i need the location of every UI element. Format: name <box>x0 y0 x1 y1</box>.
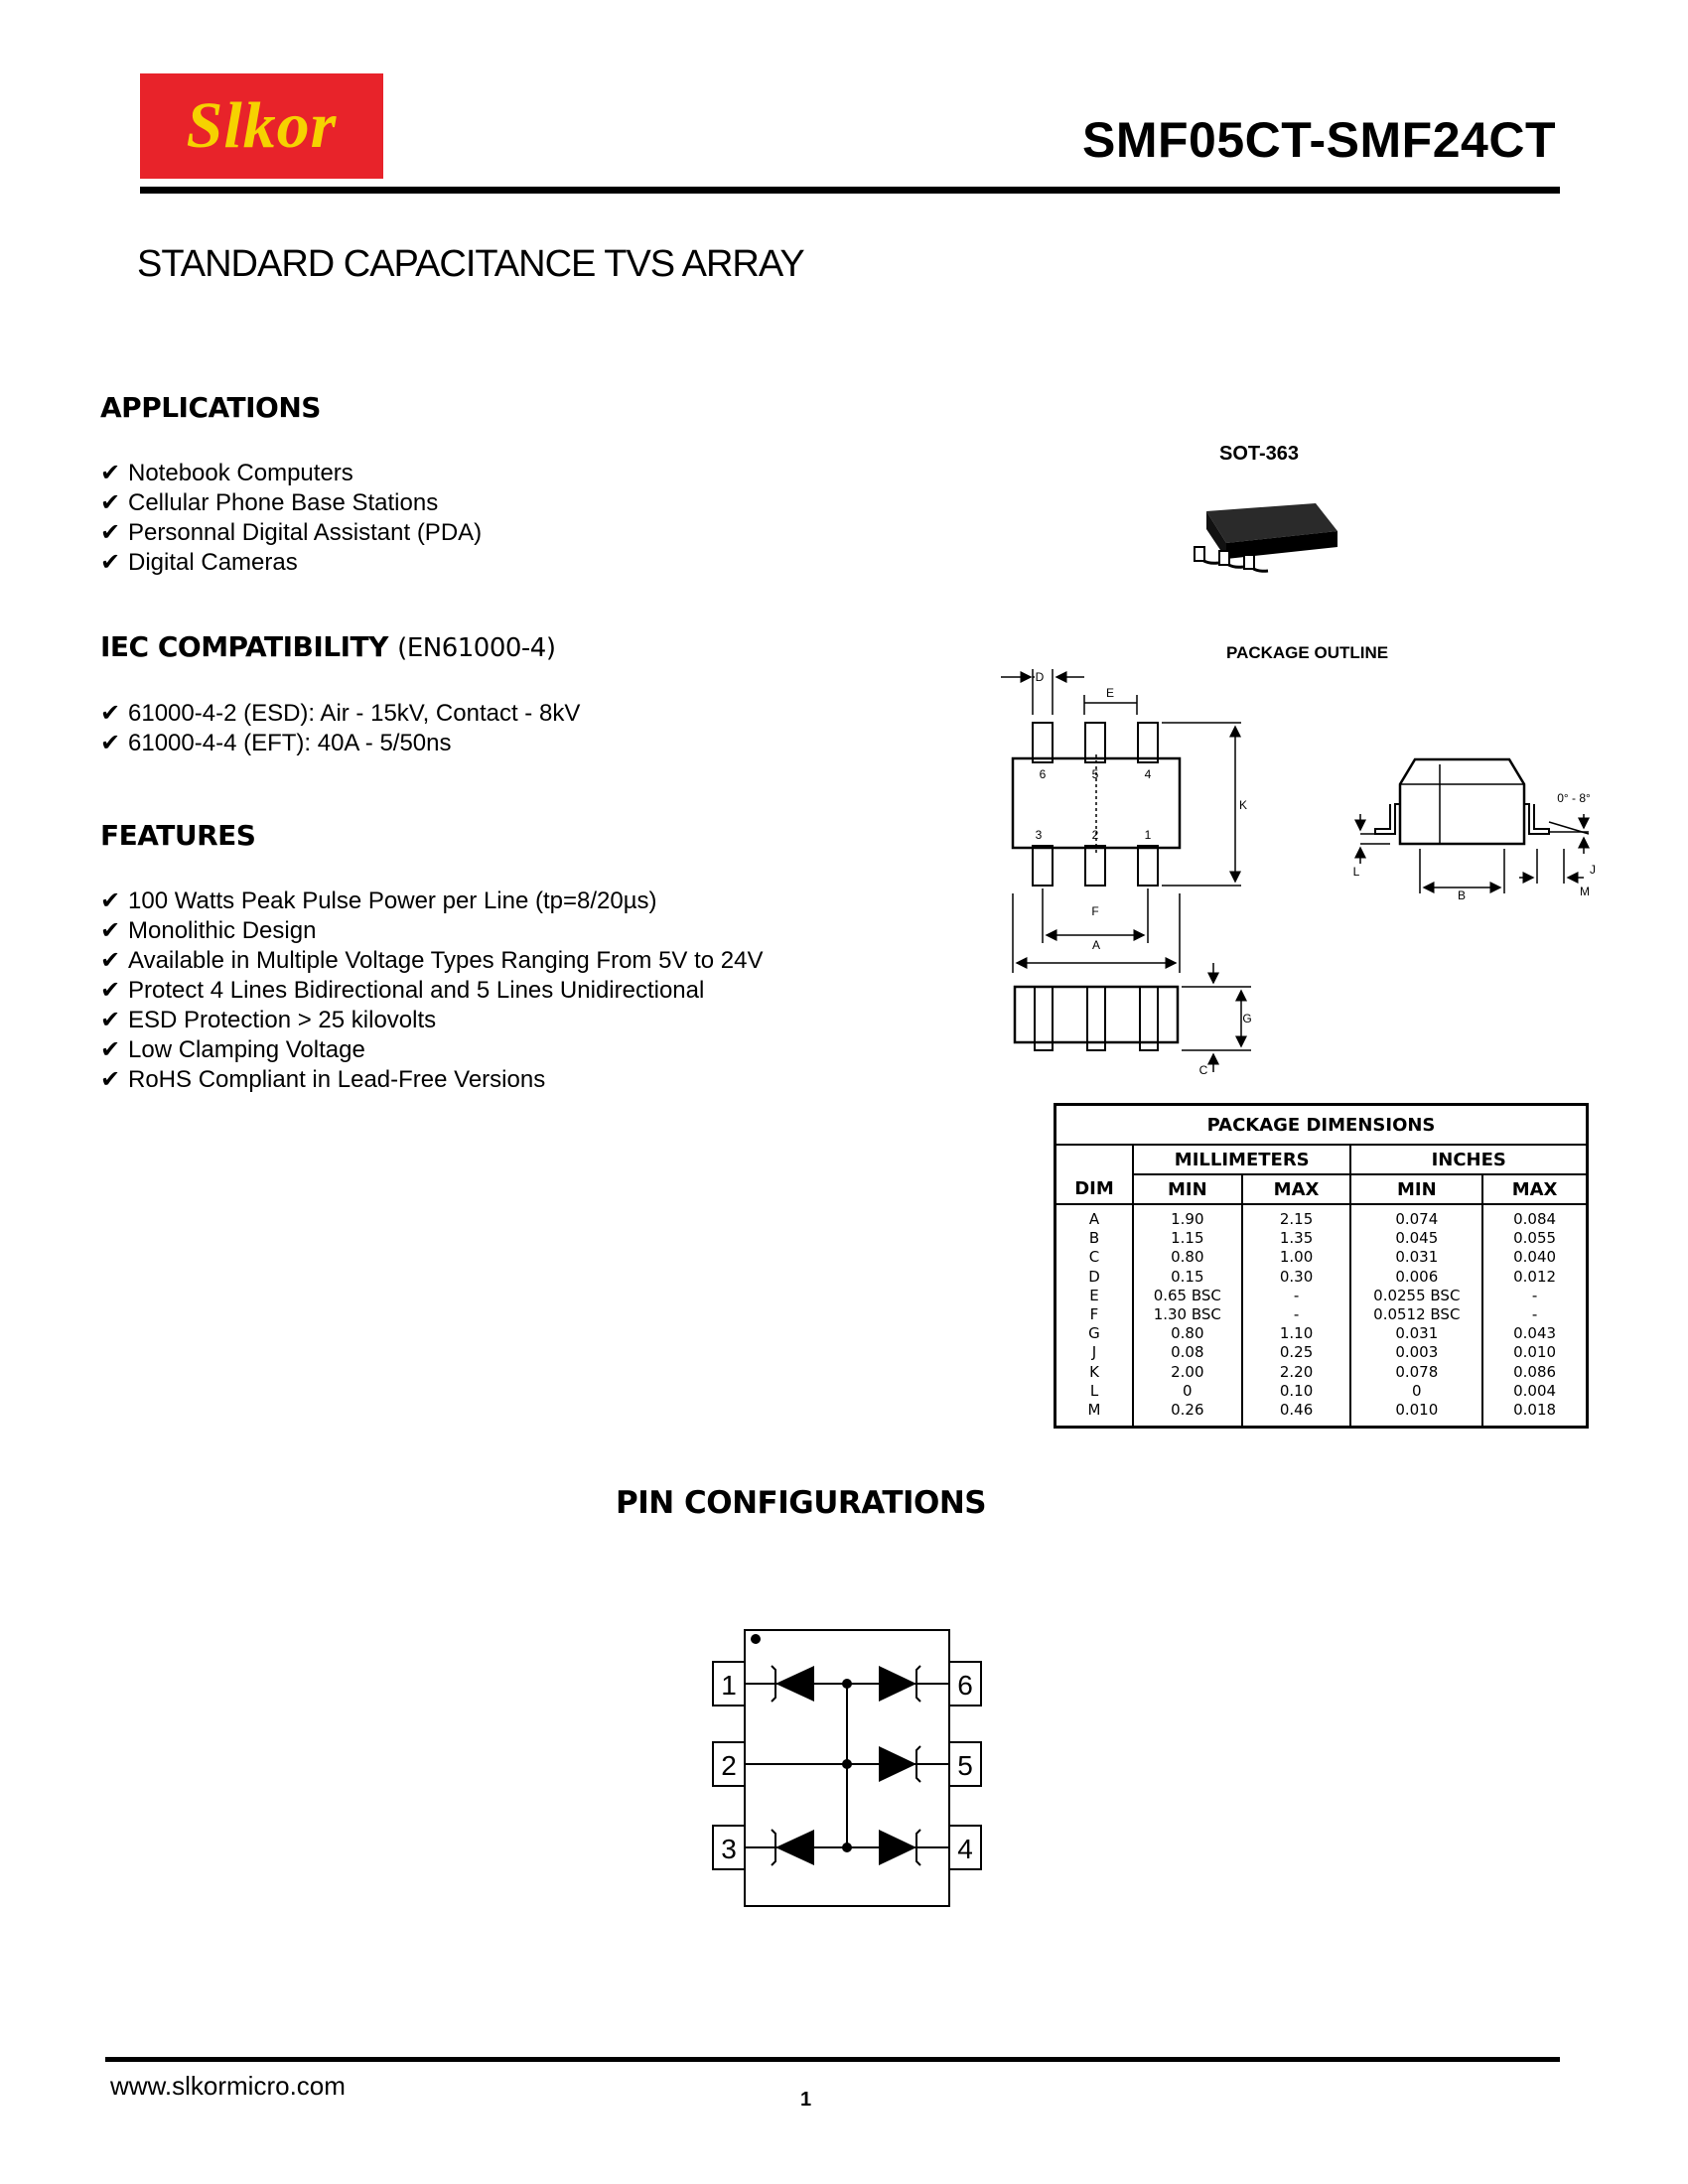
group-mm: MILLIMETERS <box>1133 1145 1350 1174</box>
check-icon: ✔ <box>100 549 121 576</box>
package-photo-illustration <box>1187 491 1350 586</box>
logo-text: Slkor <box>186 89 338 162</box>
features-heading: FEATURES <box>100 819 256 852</box>
footer-rule <box>105 2057 1560 2062</box>
pin-5-number: 5 <box>957 1750 973 1781</box>
check-icon: ✔ <box>100 977 121 1004</box>
dim-f-label: F <box>1091 904 1099 918</box>
package-name: SOT-363 <box>1219 443 1300 465</box>
features-list <box>100 887 764 1095</box>
pin-2-number: 2 <box>721 1750 737 1781</box>
check-icon: ✔ <box>100 730 121 756</box>
col-mm-min: MIN <box>1133 1174 1242 1204</box>
features-section <box>100 819 764 1095</box>
dim-c-label: C <box>1198 1063 1208 1077</box>
pin-configurations-heading: PIN CONFIGURATIONS <box>616 1485 987 1521</box>
check-icon: ✔ <box>100 519 121 546</box>
list-item: ✔ Digital Cameras <box>100 549 298 576</box>
package-outline-label: PACKAGE OUTLINE <box>1226 643 1389 662</box>
table-row: F 1.30 BSC - 0.0512 BSC - <box>1055 1305 1588 1324</box>
table-row: E 0.65 BSC - 0.0255 BSC - <box>1055 1287 1588 1305</box>
pin-4-label: 4 <box>1144 767 1152 781</box>
dim-l-label: L <box>1352 865 1360 879</box>
pin-6-number: 6 <box>957 1670 973 1701</box>
list-item: ✔ Cellular Phone Base Stations <box>100 489 439 516</box>
check-icon: ✔ <box>100 1007 121 1033</box>
list-item: ✔ Monolithic Design <box>100 917 317 944</box>
check-icon: ✔ <box>100 917 121 944</box>
brand-logo <box>140 73 383 179</box>
footer-website[interactable]: www.slkormicro.com <box>110 2071 346 2101</box>
col-in-max: MAX <box>1482 1174 1587 1204</box>
applications-heading: APPLICATIONS <box>100 391 321 424</box>
group-inches: INCHES <box>1350 1145 1587 1174</box>
table-row: M 0.26 0.46 0.010 0.018 <box>1055 1401 1588 1428</box>
dim-j-label: J <box>1590 863 1596 877</box>
list-item: ✔ 61000-4-4 (EFT): 40A - 5/50ns <box>100 730 452 756</box>
check-icon: ✔ <box>100 1036 121 1063</box>
check-icon: ✔ <box>100 460 121 486</box>
table-row: D 0.15 0.30 0.006 0.012 <box>1055 1268 1588 1287</box>
col-dim: DIM <box>1055 1174 1133 1204</box>
list-item: ✔ ESD Protection > 25 kilovolts <box>100 1007 437 1033</box>
dim-b-label: B <box>1457 888 1467 902</box>
package-outline-drawing <box>993 655 1628 1082</box>
dim-d-label: D <box>1035 670 1045 684</box>
iec-heading-suffix: (EN61000-4) <box>397 633 556 663</box>
iec-heading: IEC COMPATIBILITY (EN61000-4) <box>100 630 556 663</box>
header-rule <box>140 187 1560 194</box>
table-row: L 0 0.10 0 0.004 <box>1055 1382 1588 1401</box>
pin-3-label: 3 <box>1035 828 1043 842</box>
dim-g-label: G <box>1242 1012 1252 1025</box>
pin-1-number: 1 <box>721 1670 737 1701</box>
pin-6-label: 6 <box>1039 767 1047 781</box>
document-subtitle: STANDARD CAPACITANCE TVS ARRAY <box>137 243 804 285</box>
table-title: PACKAGE DIMENSIONS <box>1055 1105 1588 1146</box>
dimensions-table <box>1054 1103 1589 1429</box>
table-group-spacer <box>1055 1145 1133 1174</box>
list-item: ✔ RoHS Compliant in Lead-Free Versions <box>100 1066 546 1093</box>
pin-2-label: 2 <box>1091 828 1099 842</box>
applications-section <box>100 391 482 578</box>
table-row: J 0.08 0.25 0.003 0.010 <box>1055 1343 1588 1362</box>
dim-a-label: A <box>1091 938 1101 952</box>
pin-5-label: 5 <box>1091 767 1099 781</box>
list-item: ✔ 61000-4-2 (ESD): Air - 15kV, Contact - 8kV <box>100 700 581 727</box>
check-icon: ✔ <box>100 887 121 914</box>
pin-3-number: 3 <box>721 1834 737 1864</box>
angle-label: 0° - 8° <box>1557 791 1591 805</box>
pin-configuration-diagram <box>710 1620 983 1923</box>
check-icon: ✔ <box>100 489 121 516</box>
package-dimensions-table <box>1054 1103 1589 1429</box>
pin-1-label: 1 <box>1144 828 1152 842</box>
applications-list <box>100 459 482 578</box>
dim-k-label: K <box>1238 798 1248 812</box>
col-mm-max: MAX <box>1242 1174 1351 1204</box>
check-icon: ✔ <box>100 700 121 727</box>
check-icon: ✔ <box>100 1066 121 1093</box>
table-row: A 1.90 2.15 0.074 0.084 <box>1055 1204 1588 1229</box>
list-item: ✔ 100 Watts Peak Pulse Power per Line (tp=8/20µs) <box>100 887 657 914</box>
dim-e-label: E <box>1105 686 1115 700</box>
page-number: 1 <box>800 2089 812 2111</box>
list-item: ✔ Protect 4 Lines Bidirectional and 5 Lines Unidirectional <box>100 977 705 1004</box>
part-number-title: SMF05CT-SMF24CT <box>1081 112 1556 168</box>
list-item: ✔ Low Clamping Voltage <box>100 1036 365 1063</box>
list-item: ✔ Personnal Digital Assistant (PDA) <box>100 519 483 546</box>
list-item: ✔ Available in Multiple Voltage Types Ranging From 5V to 24V <box>100 947 764 974</box>
table-row: C 0.80 1.00 0.031 0.040 <box>1055 1248 1588 1267</box>
list-item: ✔ Notebook Computers <box>100 460 353 486</box>
table-row: K 2.00 2.20 0.078 0.086 <box>1055 1363 1588 1382</box>
dim-m-label: M <box>1580 885 1590 898</box>
iec-list <box>100 699 580 758</box>
pin-4-number: 4 <box>957 1834 973 1864</box>
table-row: G 0.80 1.10 0.031 0.043 <box>1055 1324 1588 1343</box>
col-in-min: MIN <box>1350 1174 1482 1204</box>
table-row: B 1.15 1.35 0.045 0.055 <box>1055 1229 1588 1248</box>
check-icon: ✔ <box>100 947 121 974</box>
iec-section <box>100 630 580 758</box>
